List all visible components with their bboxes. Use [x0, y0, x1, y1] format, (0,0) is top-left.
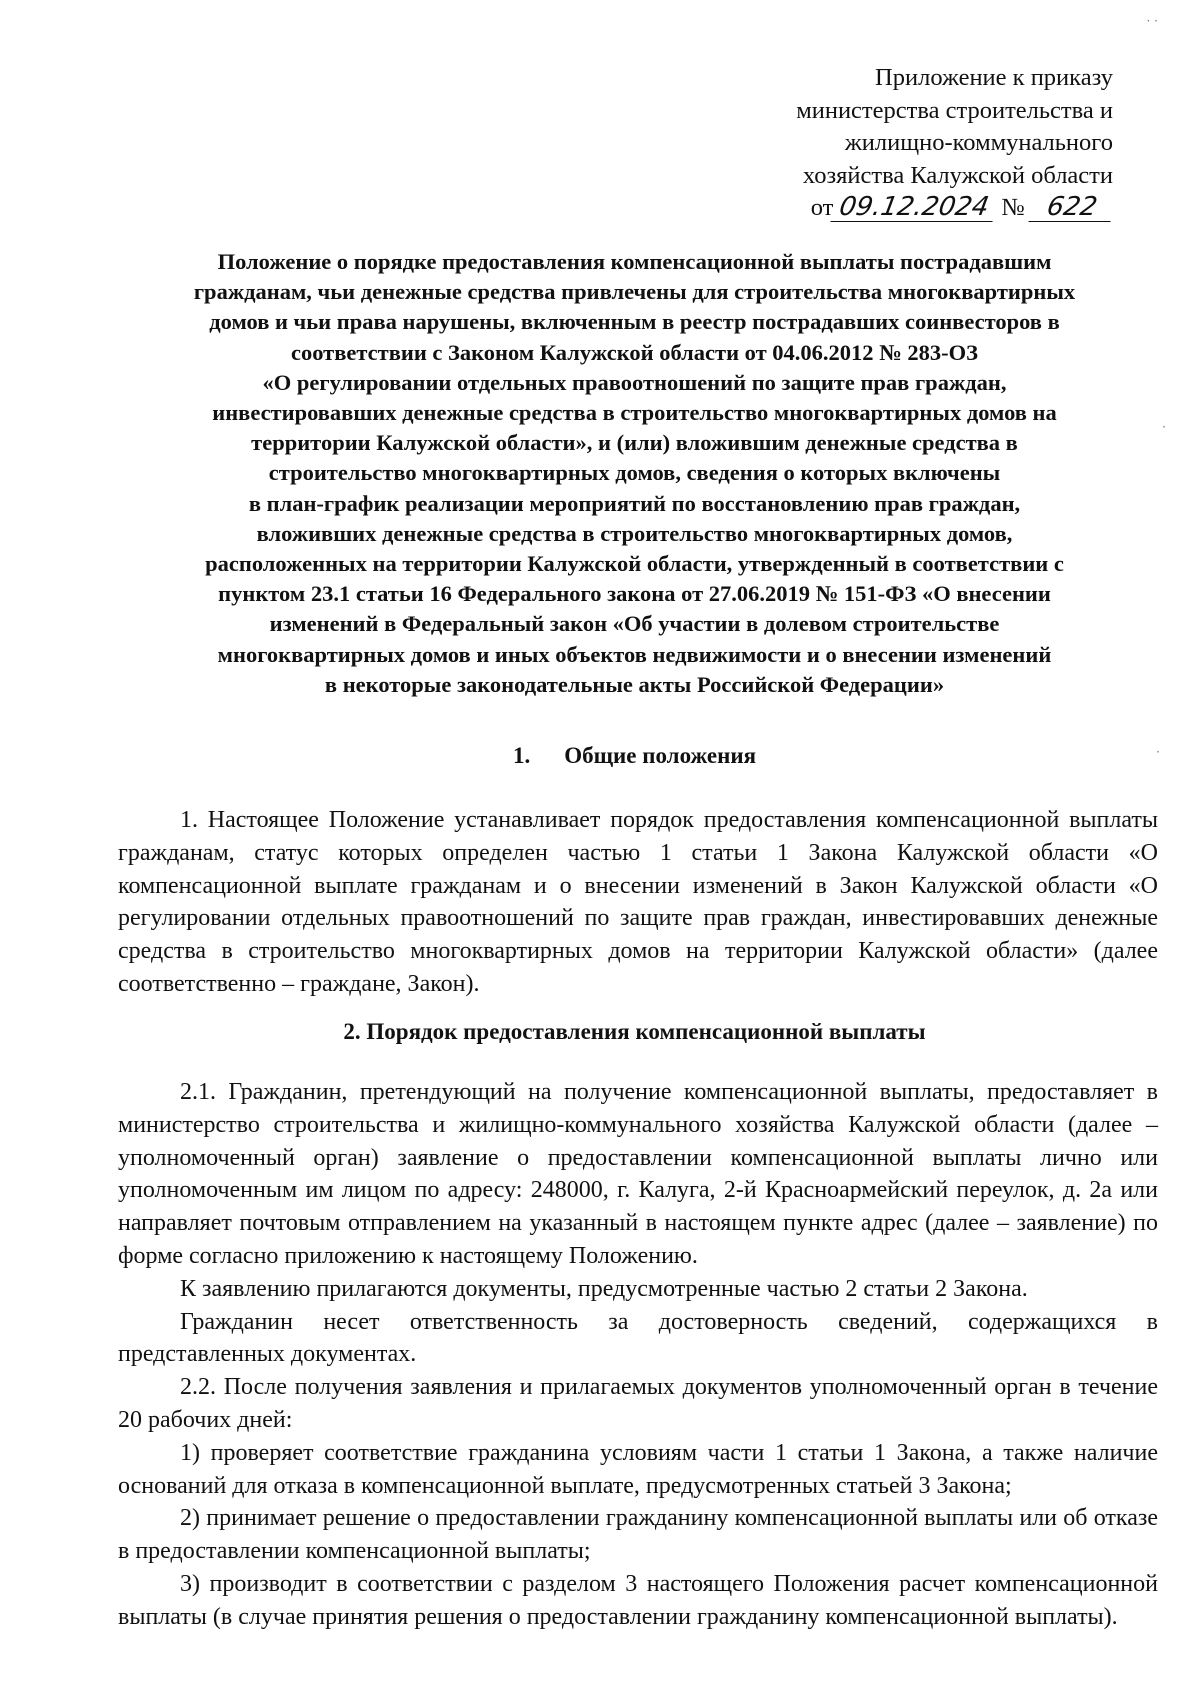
- document-title: [112, 247, 1157, 700]
- section-1-title: Общие положения: [564, 743, 757, 768]
- appendix-line-3: жилищно-коммунального: [844, 129, 1113, 156]
- title-line: строительство многоквартирных домов, сведения о которых включены: [268, 460, 1001, 486]
- paragraph: К заявлению прилагаются документы, предусмотренные частью 2 статьи 2 Закона.: [180, 1275, 1028, 1302]
- appendix-date-line: [796, 192, 1113, 225]
- title-line: в план-график реализации мероприятий по восстановлению прав граждан,: [248, 490, 1021, 516]
- scan-speck: ·: [1162, 420, 1166, 434]
- title-line: вложивших денежные средства в строительство многоквартирных домов,: [256, 520, 1013, 546]
- handwritten-date: 09.12.2024: [831, 193, 998, 222]
- paragraph: 1) проверяет соответствие гражданина условиям части 1 статьи 1 Закона, а также наличие оснований для отказа в компенсационной выплате, предусмотренных статьей 3 Закона;: [118, 1439, 1158, 1499]
- section-2-heading: [112, 1017, 1157, 1047]
- appendix-line-1: Приложение к приказу: [875, 64, 1113, 91]
- title-line: гражданам, чьи денежные средства привлечены для строительства многоквартирных: [193, 279, 1076, 305]
- section-1-body: [118, 804, 1158, 1001]
- title-line: пунктом 23.1 статьи 16 Федерального закона от 27.06.2019 № 151-ФЗ «О внесении: [218, 581, 1051, 607]
- section-1-number: 1.: [512, 743, 531, 768]
- title-line: соответствии с Законом Калужской области от 04.06.2012 № 283-ОЗ: [290, 339, 979, 365]
- appendix-block: [796, 62, 1113, 225]
- paragraph: 2) принимает решение о предоставлении гражданину компенсационной выплаты или об отказе в предоставлении компенсационной выплаты;: [118, 1505, 1158, 1565]
- appendix-line-4: хозяйства Калужской области: [802, 161, 1113, 189]
- scan-speck: · ·: [1146, 14, 1158, 28]
- title-line: территории Калужской области», и (или) вложившим денежные средства в: [251, 430, 1018, 456]
- title-line: в некоторые законодательные акты Российской Федерации»: [324, 671, 945, 697]
- title-line: многоквартирных домов и иных объектов недвижимости и о внесении изменений: [217, 641, 1052, 667]
- title-line: «О регулировании отдельных правоотношений по защите прав граждан,: [262, 369, 1007, 395]
- section-2-title: 2. Порядок предоставления компенсационной выплаты: [343, 1019, 926, 1044]
- title-line: Положение о порядке предоставления компенсационной выплаты пострадавшим: [217, 249, 1052, 274]
- number-sign: №: [1001, 194, 1025, 221]
- title-line: расположенных на территории Калужской области, утвержденный в соответствии с: [205, 551, 1064, 577]
- paragraph: Гражданин несет ответственность за достоверность сведений, содержащихся в представленных документах.: [118, 1308, 1158, 1368]
- title-line: домов и чьи права нарушены, включенным в реестр пострадавших соинвесторов в: [209, 309, 1060, 335]
- date-prefix: от: [810, 194, 834, 221]
- title-line: изменений в Федеральный закон «Об участии в долевом строительстве: [269, 611, 1000, 637]
- paragraph: 2.1. Гражданин, претендующий на получение компенсационной выплаты, предоставляет в министерство строительства и жилищно-коммунального хозяйства Калужской области (далее – уполномоченный орган) заявление о предоставлении компенсационной выплаты лично или уполномоченным им лицом по адресу: 248000, г. Калуга, 2-й Красноармейский переулок, д. 2а или направляет почтовым отправлением на указанный в настоящем пункте адрес (далее – заявление) по форме согласно приложению к настоящему Положению.: [118, 1079, 1158, 1269]
- paragraph: 2.2. После получения заявления и прилагаемых документов уполномоченный орган в течение 20 рабочих дней:: [118, 1374, 1158, 1433]
- scan-speck: ·: [1156, 745, 1160, 759]
- section-2-body: [118, 1076, 1158, 1634]
- handwritten-number: 622: [1028, 193, 1115, 222]
- paragraph: 3) производит в соответствии с разделом 3 настоящего Положения расчет компенсационной выплаты (в случае принятия решения о предоставлении гражданину компенсационной выплаты).: [118, 1570, 1158, 1630]
- appendix-line-2: министерства строительства и: [796, 96, 1113, 124]
- paragraph: 1. Настоящее Положение устанавливает порядок предоставления компенсационной выплаты гражданам, статус которых определен частью 1 статьи 1 Закона Калужской области «О компенсационной выплате гражданам и о внесении изменений в Закон Калужской области «О регулировании отдельных правоотношений по защите прав граждан, инвестировавших денежные средства в строительство многоквартирных домов на территории Калужской области» (далее соответственно – граждане, Закон).: [118, 807, 1158, 997]
- section-1-heading: [112, 741, 1157, 771]
- title-line: инвестировавших денежные средства в строительство многоквартирных домов на: [212, 400, 1057, 426]
